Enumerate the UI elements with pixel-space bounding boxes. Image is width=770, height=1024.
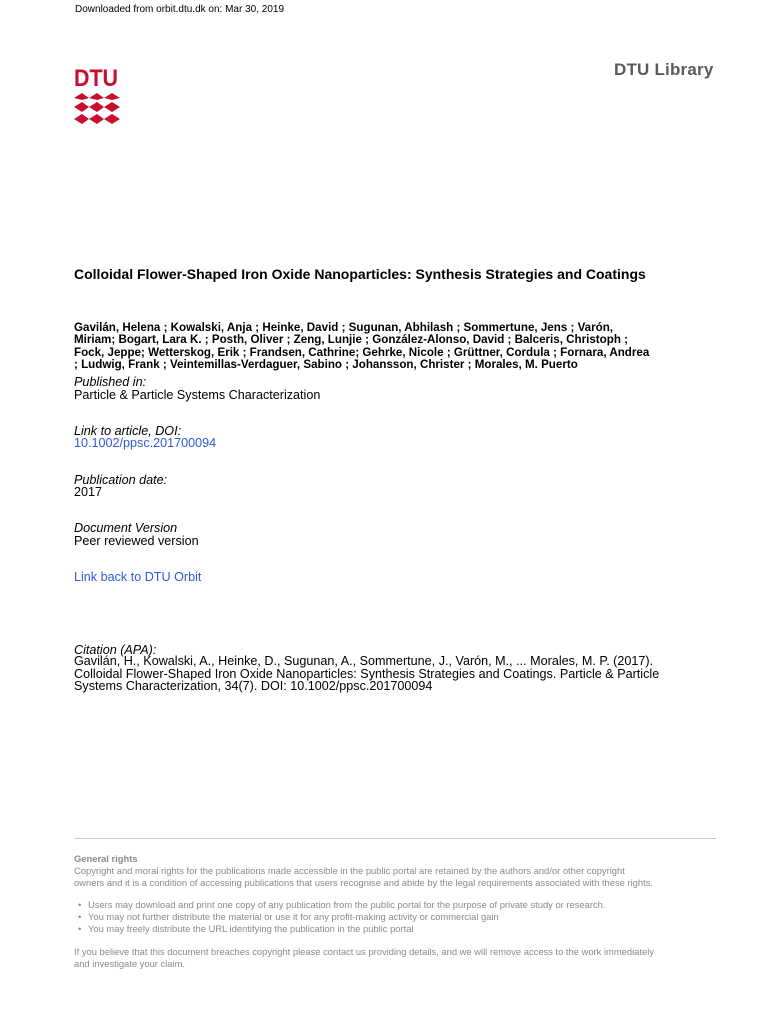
bullet-text: Users may download and print one copy of any publication from the public portal for the purpose of private study or research. (88, 899, 606, 910)
document-version-label: Document Version (74, 521, 178, 535)
download-info: Downloaded from orbit.dtu.dk on: Mar 30, 2019 (75, 4, 285, 15)
citation-line: Systems Characterization, 34(7). DOI: 10.1002/ppsc.201700094 (74, 679, 433, 694)
dtu-logo-mark (74, 93, 120, 124)
published-in-label: Published in: (74, 375, 147, 389)
dtu-library-brand: DTU Library (614, 60, 714, 79)
author-line: Miriam; Bogart, Lara K. ; Posth, Oliver ; Zeng, Lunjie ; González-Alonso, David ; Balceris, Christoph ; (74, 333, 628, 347)
doi-link[interactable]: 10.1002/ppsc.201700094 (74, 436, 217, 450)
divider (74, 838, 716, 839)
bullet-icon: • (78, 899, 82, 910)
bullet-icon: • (78, 923, 82, 934)
list-item (78, 911, 728, 923)
dtu-logo-text: DTU (74, 65, 118, 92)
general-rights-heading: General rights (74, 853, 138, 864)
rights-bullet-list (74, 899, 728, 935)
list-item (78, 899, 728, 911)
citation-line: Gavilán, H., Kowalski, A., Heinke, D., Sugunan, A., Sommertune, J., Varón, M., ... Morales, M. P. (2017). (74, 654, 654, 668)
bullet-text: You may freely distribute the URL identifying the publication in the public portal (88, 923, 414, 934)
author-list (74, 322, 724, 372)
author-line: Fock, Jeppe; Wetterskog, Erik ; Frandsen, Cathrine; Gehrke, Nicole ; Grüttner, Cordula ; Fornara, Andrea (74, 345, 650, 359)
published-in-value: Particle & Particle Systems Characterization (74, 388, 321, 402)
doi-label: Link to article, DOI: (74, 424, 182, 438)
notice-line: and investigate your claim. (74, 958, 185, 969)
author-line: Gavilán, Helena ; Kowalski, Anja ; Heinke, David ; Sugunan, Abhilash ; Sommertune, Jens ; Varón, (74, 321, 614, 334)
list-item (78, 923, 728, 935)
general-rights-text (74, 865, 724, 889)
citation-text (74, 655, 734, 693)
citation-line: Colloidal Flower-Shaped Iron Oxide Nanoparticles: Synthesis Strategies and Coatings. Particle & Particle (74, 666, 660, 681)
citation-label: Citation (APA): (74, 643, 157, 657)
dtu-logo (74, 64, 120, 126)
bullet-text: You may not further distribute the material or use it for any profit-making activity or commercial gain (88, 911, 499, 922)
author-line: ; Ludwig, Frank ; Veintemillas-Verdaguer, Sabino ; Johansson, Christer ; Morales, M. Puerto (74, 358, 578, 372)
rights-line: Copyright and moral rights for the publications made accessible in the public portal are retained by the authors and/or other copyright (74, 865, 625, 876)
notice-line: If you believe that this document breaches copyright please contact us providing details, and we will remove access to the work immediately (74, 946, 654, 957)
orbit-link[interactable]: Link back to DTU Orbit (74, 570, 202, 584)
rights-line: owners and it is a condition of accessing publications that users recognise and abide by the legal requirements associated with these rights. (74, 877, 653, 888)
publication-date-value: 2017 (74, 485, 103, 499)
takedown-notice (74, 946, 724, 970)
document-title: Colloidal Flower-Shaped Iron Oxide Nanoparticles: Synthesis Strategies and Coatings (74, 266, 646, 282)
bullet-icon: • (78, 911, 82, 922)
publication-date-label: Publication date: (74, 473, 168, 487)
document-version-value: Peer reviewed version (74, 534, 199, 548)
